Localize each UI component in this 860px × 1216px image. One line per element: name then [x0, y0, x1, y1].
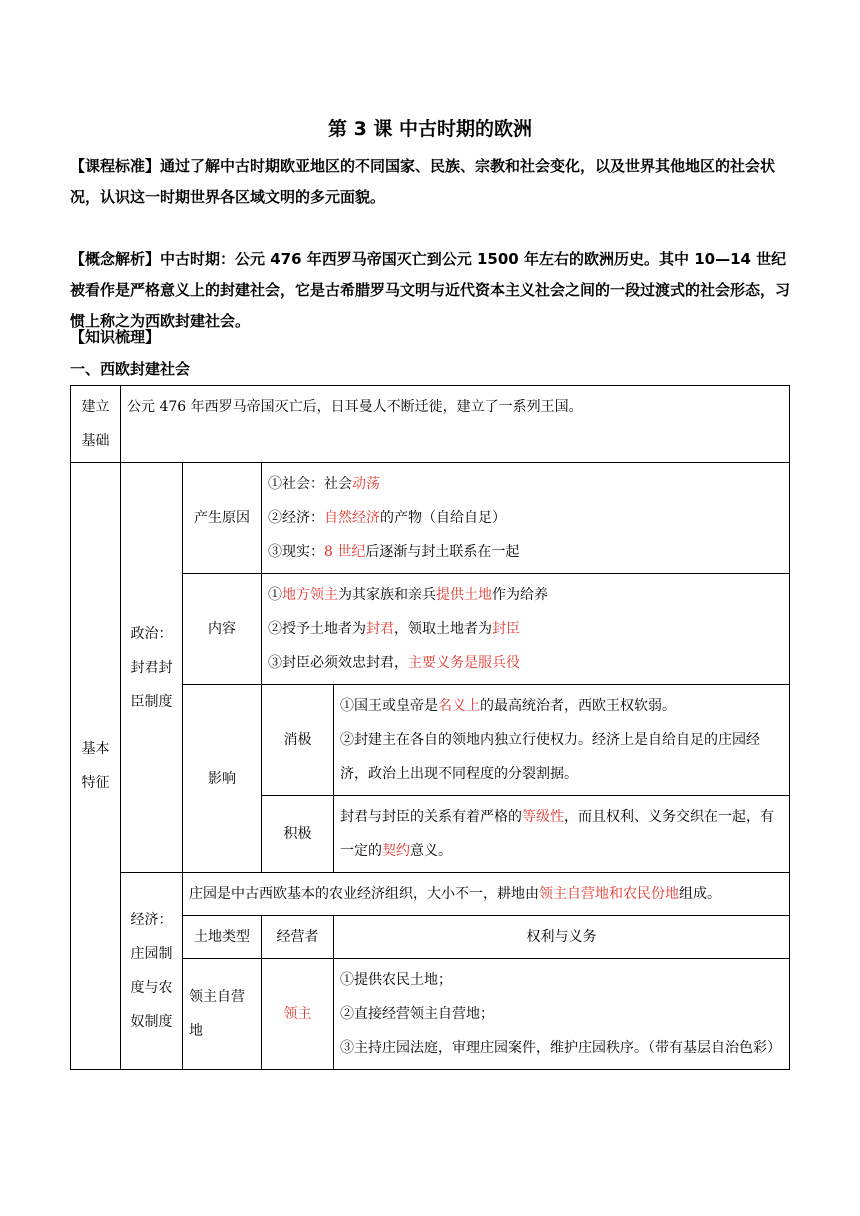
content-line: ②授予土地者为封君，领取土地者为封臣 [268, 621, 520, 637]
politics-head: 政治：封君封臣制度 [121, 463, 183, 873]
table-row [71, 463, 790, 574]
negative-head: 消极 [262, 685, 334, 796]
content-cell [262, 574, 790, 685]
table-row [71, 873, 790, 916]
positive-cell: 封君与封臣的关系有着严格的等级性，而且权利、义务交织在一起，有一定的契约意义。 [334, 796, 790, 873]
knowledge-label: 【知识梳理】 [70, 328, 161, 346]
course-standard [70, 151, 792, 213]
concept-label: 【概念解析】 [70, 250, 161, 268]
standard-label: 【课程标准】 [70, 157, 161, 175]
cause-line: ②经济：自然经济的产物（自给自足） [268, 510, 506, 526]
positive-head: 积极 [262, 796, 334, 873]
section-heading: 一、西欧封建社会 [70, 360, 191, 378]
content-line: ①地方领主为其家族和亲兵提供土地作为给养 [268, 587, 548, 603]
cause-line: ①社会：社会动荡 [268, 476, 380, 492]
economy-head: 经济：庄园制度与农奴制度 [121, 873, 183, 1070]
concept-text: 中古时期：公元 476 年西罗马帝国灭亡到公元 1500 年左右的欧洲历史。其中 10—14 世纪被看作是严格意义上的封建社会，它是古希腊罗马文明与近代资本主义社会之间的一段过渡式的社会形态，习惯上称之为西欧封建社会。 [70, 250, 791, 330]
operator: 领主 [262, 959, 334, 1070]
content-line: ③封臣必须效忠封君，主要义务是服兵役 [268, 655, 520, 671]
foundation-head: 建立基础 [71, 386, 121, 463]
content-head: 内容 [183, 574, 262, 685]
col-rights: 权利与义务 [334, 916, 790, 959]
foundation-text: 公元 476 年西罗马帝国灭亡后，日耳曼人不断迁徙，建立了一系列王国。 [121, 386, 790, 463]
col-operator: 经营者 [262, 916, 334, 959]
cause-cell [262, 463, 790, 574]
page-title: 第 3 课 中古时期的欧洲 [327, 118, 533, 140]
impact-head: 影响 [183, 685, 262, 873]
rights-cell: ①提供农民土地； ②直接经营领主自营地； ③主持庄园法庭，审理庄园案件，维护庄园秩序。（带有基层自治色彩） [334, 959, 790, 1070]
cause-line: ③现实：8 世纪后逐渐与封土联系在一起 [268, 544, 520, 560]
manor-intro: 庄园是中古西欧基本的农业经济组织，大小不一，耕地由领主自营地和农民份地组成。 [183, 873, 790, 916]
land-type: 领主自营地 [183, 959, 262, 1070]
standard-text: 通过了解中古时期欧亚地区的不同国家、民族、宗教和社会变化，以及世界其他地区的社会状况，认识这一时期世界各区域文明的多元面貌。 [70, 157, 776, 206]
cause-head: 产生原因 [183, 463, 262, 574]
feudal-table [70, 385, 790, 1070]
col-land: 土地类型 [183, 916, 262, 959]
negative-cell: ①国王或皇帝是名义上的最高统治者，西欧王权软弱。 ②封建主在各自的领地内独立行使权力。经济上是自给自足的庄园经济，政治上出现不同程度的分裂割据。 [334, 685, 790, 796]
features-head: 基本特征 [71, 463, 121, 1070]
table-row [71, 386, 790, 463]
